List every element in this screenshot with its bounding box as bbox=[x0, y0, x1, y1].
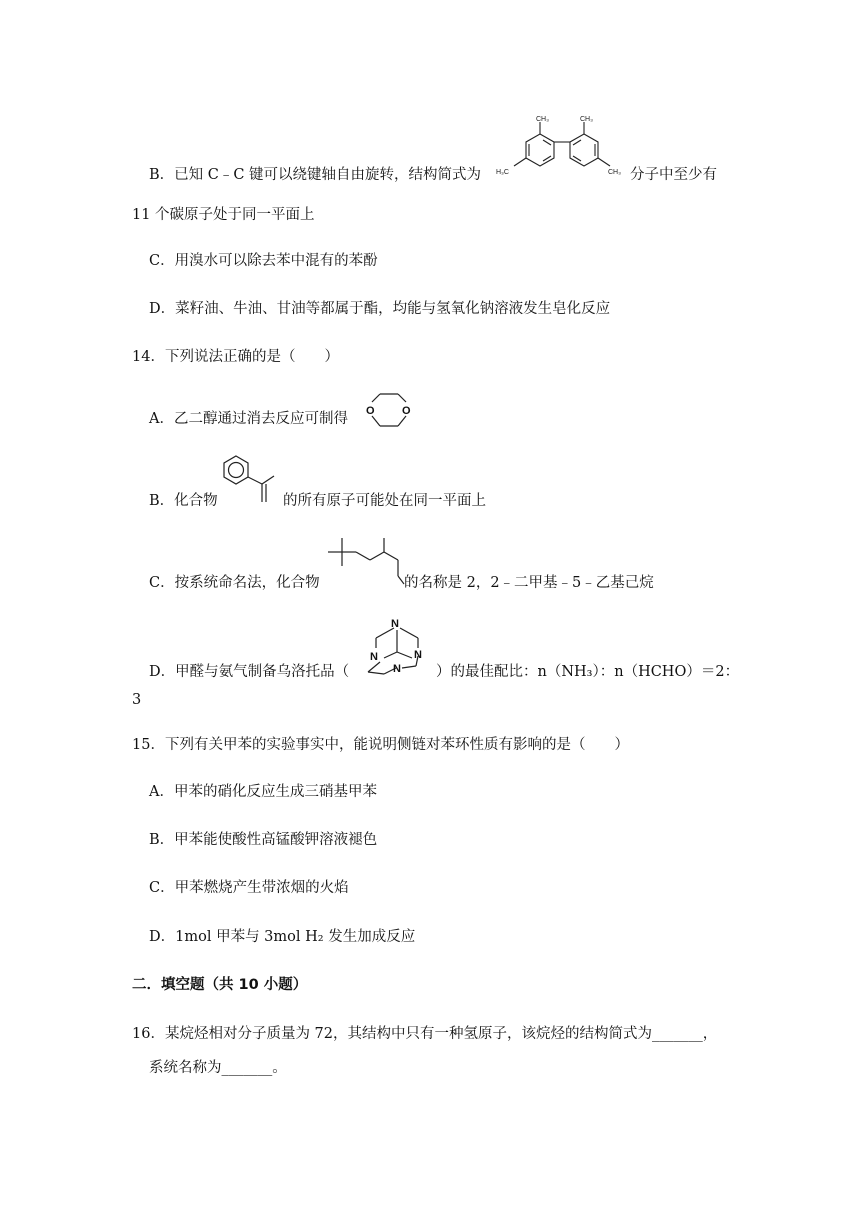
oxygen-label: O bbox=[402, 405, 411, 417]
q13-option-b-continuation: 11 个碳原子处于同一平面上 bbox=[132, 207, 315, 223]
q15-option-a: A．甲苯的硝化反应生成三硝基甲苯 bbox=[149, 784, 377, 800]
q15-stem: 15．下列有关甲苯的实验事实中，能说明侧链对苯环性质有影响的是（ ） bbox=[132, 737, 629, 753]
q13-option-c: C．用溴水可以除去苯中混有的苯酚 bbox=[149, 253, 378, 269]
q15-option-d: D．1mol 甲苯与 3mol H₂ 发生加成反应 bbox=[149, 929, 416, 945]
nitrogen-label: N bbox=[391, 618, 399, 630]
q14-option-c-post: 的名称是 2，2﹣二甲基﹣5﹣乙基己烷 bbox=[404, 575, 654, 591]
h3c-label: H₃C bbox=[496, 169, 509, 176]
q14-option-b-pre: B．化合物 bbox=[149, 493, 218, 509]
q14-option-a: A．乙二醇通过消去反应可制得 bbox=[149, 411, 348, 427]
alpha-methylstyrene-structure bbox=[218, 450, 282, 516]
urotropin-structure bbox=[354, 610, 440, 682]
q15-option-b: B．甲苯能使酸性高锰酸钾溶液褪色 bbox=[149, 832, 378, 848]
ch3-label: CH₃ bbox=[580, 116, 593, 123]
q13-option-b-text-end: 分子中至少有 bbox=[630, 167, 717, 183]
q16-line-1: 16．某烷烃相对分子质量为 72，其结构中只有一种氢原子，该烷烃的结构简式为_______， bbox=[132, 1026, 718, 1042]
q14-option-d-pre: D．甲醛与氨气制备乌洛托品（ bbox=[149, 664, 350, 680]
q14-option-b-post: 的所有原子可能处在同一平面上 bbox=[283, 493, 486, 509]
dioxane-structure bbox=[364, 388, 414, 434]
q14-option-d-continuation: 3 bbox=[132, 692, 142, 708]
q16-line-2: 系统名称为_______。 bbox=[149, 1060, 287, 1076]
ch3-label: CH₃ bbox=[536, 116, 549, 123]
q14-option-d-post: ）的最佳配比：n（NH₃）：n（HCHO）＝2： bbox=[436, 664, 740, 680]
oxygen-label: O bbox=[366, 405, 375, 417]
q13-option-b-text: B．已知 C﹣C 键可以绕键轴自由旋转，结构简式为 bbox=[149, 167, 482, 183]
q14-stem: 14．下列说法正确的是（ ） bbox=[132, 349, 339, 365]
dimethylbiphenyl-structure bbox=[492, 112, 632, 192]
nitrogen-label: N bbox=[414, 649, 422, 661]
q15-option-c: C．甲苯燃烧产生带浓烟的火焰 bbox=[149, 880, 349, 896]
section-heading: 二．填空题（共 10 小题） bbox=[132, 977, 308, 993]
ch3-label: CH₃ bbox=[608, 169, 621, 176]
nitrogen-label: N bbox=[393, 663, 401, 675]
nitrogen-label: N bbox=[370, 651, 378, 663]
q14-option-c-pre: C．按系统命名法，化合物 bbox=[149, 575, 320, 591]
q13-option-d: D．菜籽油、牛油、甘油等都属于酯，均能与氢氧化钠溶液发生皂化反应 bbox=[149, 301, 611, 317]
alkane-skeleton-structure bbox=[322, 532, 406, 590]
